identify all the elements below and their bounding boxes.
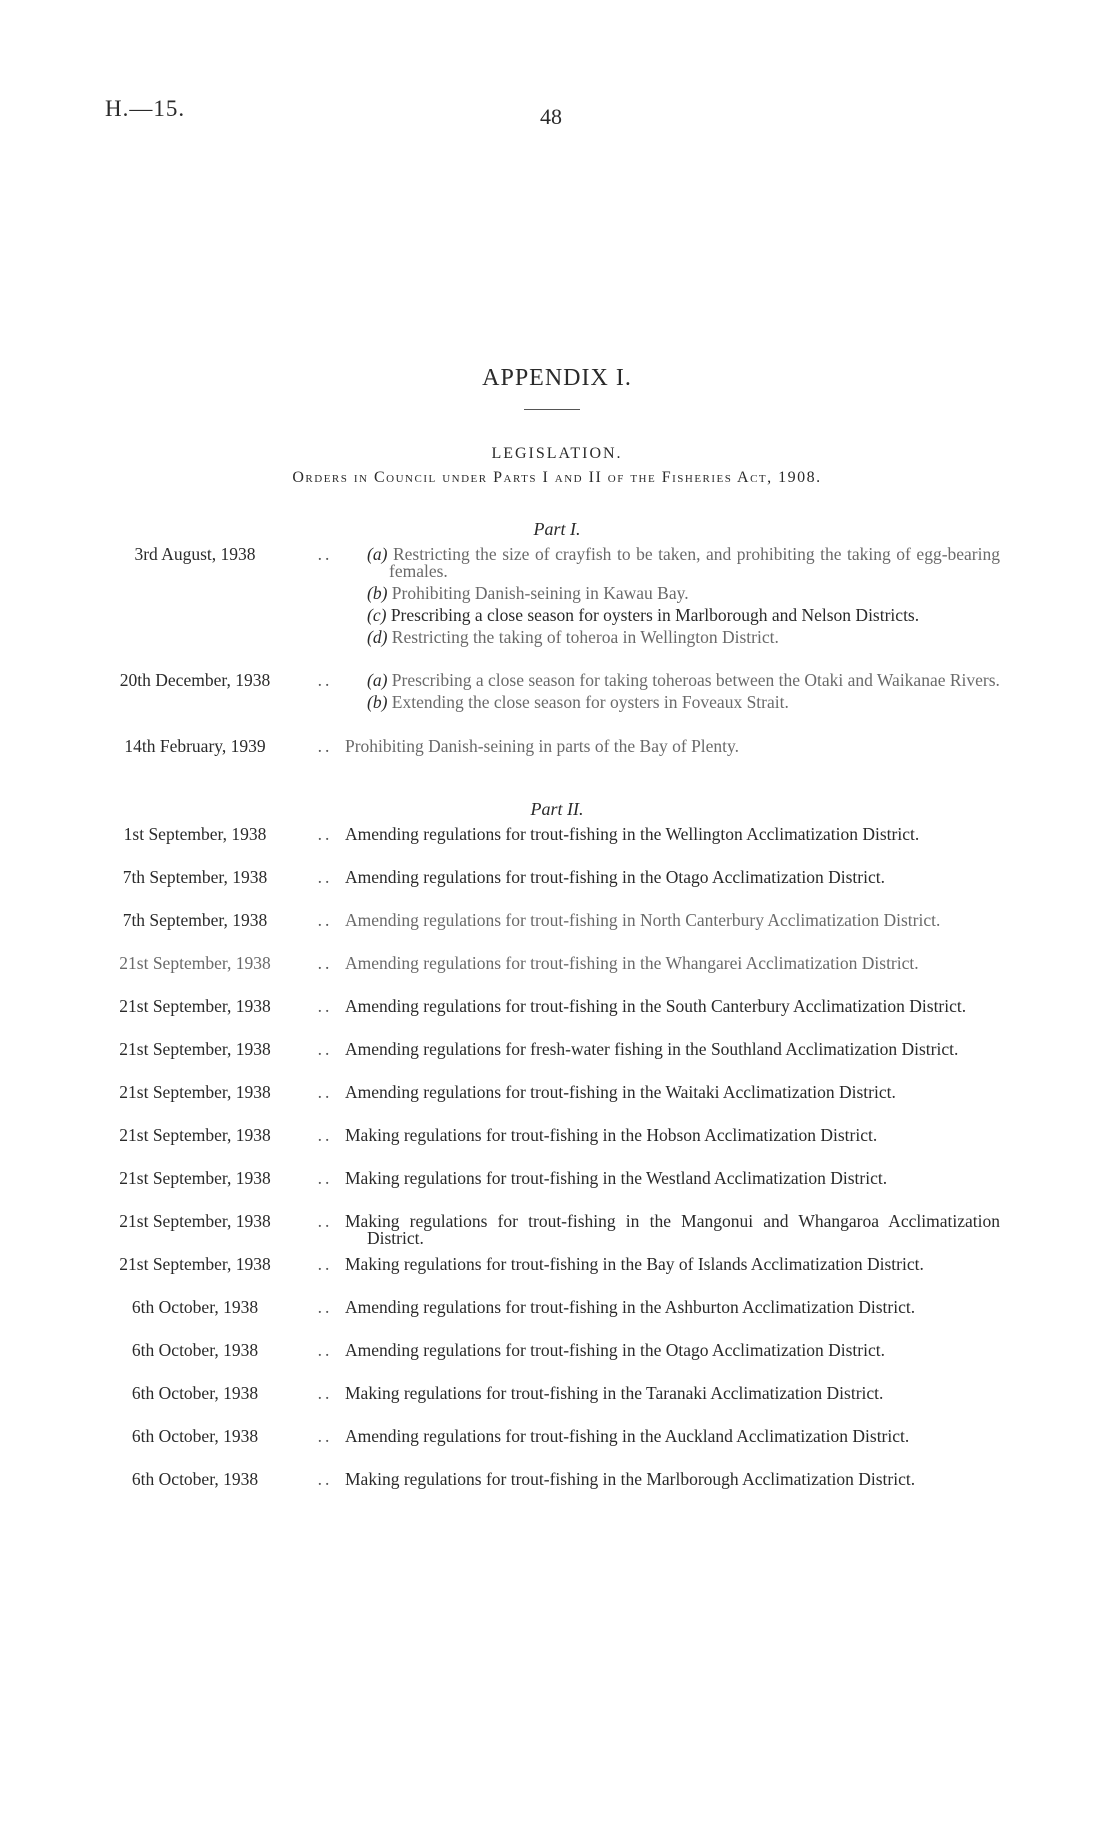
dot-leader: ..: [317, 824, 333, 844]
entry-subitems: [345, 672, 1000, 716]
part-2-entry: [85, 1213, 1000, 1247]
entry-date: 6th October, 1938: [131, 1297, 259, 1317]
part-2-entry: [85, 1256, 1000, 1273]
subitem-text: Prohibiting Danish-seining in Kawau Bay.: [391, 583, 689, 603]
dot-leader: ..: [317, 736, 333, 756]
entry-text: Amending regulations for trout-fishing in the South Canterbury Acclimatization District.: [345, 996, 967, 1016]
dot-leader: ..: [317, 1211, 333, 1231]
dot-leader: ..: [317, 996, 333, 1016]
entry-date: 1st September, 1938: [123, 824, 267, 844]
part-2-entry: [85, 1385, 1000, 1402]
dot-leader: ..: [317, 867, 333, 887]
part-2-entry: [85, 1170, 1000, 1187]
entry-date: 21st September, 1938: [119, 1211, 271, 1231]
dot-leader: ..: [317, 910, 333, 930]
entry-date: 7th September, 1938: [122, 910, 268, 930]
page-number: 48: [540, 104, 562, 129]
entry-date: 21st September, 1938: [119, 1082, 271, 1102]
entry-text: Making regulations for trout-fishing in the Marlborough Acclimatization District.: [345, 1469, 916, 1489]
entry-date: 6th October, 1938: [131, 1340, 259, 1360]
orders-heading: Orders in Council under Parts I and II of the Fisheries Act, 1908.: [292, 469, 822, 486]
entry-date: 7th September, 1938: [122, 867, 268, 887]
entry-date: 6th October, 1938: [131, 1383, 259, 1403]
entry-text: Amending regulations for trout-fishing in the Otago Acclimatization District.: [345, 1340, 885, 1360]
subitem-text: Extending the close season for oysters in Foveaux Strait.: [391, 692, 789, 712]
dot-leader: ..: [317, 1125, 333, 1145]
subitem-label: (d): [367, 627, 388, 647]
part-2-entry: [85, 826, 1000, 843]
part-2-entry: [85, 955, 1000, 972]
entry-date: 14th February, 1939: [124, 736, 266, 756]
entry-text: Making regulations for trout-fishing in the Bay of Islands Acclimatization District.: [345, 1254, 924, 1274]
part-2-entry: [85, 1428, 1000, 1445]
dot-leader: ..: [317, 1254, 333, 1274]
part-1-entry: [85, 672, 1000, 716]
entry-date: 6th October, 1938: [131, 1469, 259, 1489]
entry-text: Amending regulations for fresh-water fishing in the Southland Acclimatization District.: [345, 1039, 959, 1059]
entry-text: Amending regulations for trout-fishing in the Whangarei Acclimatization District.: [345, 953, 919, 973]
part-2-entry: [85, 1041, 1000, 1058]
entry-date: 21st September, 1938: [119, 1254, 271, 1274]
subitem: [345, 629, 1000, 646]
entry-date: 3rd August, 1938: [134, 544, 256, 564]
dot-leader: ..: [317, 1340, 333, 1360]
subitem-label: (b): [367, 583, 388, 603]
entry-date: 20th December, 1938: [119, 670, 271, 690]
entry-text: Prohibiting Danish-seining in parts of the Bay of Plenty.: [345, 736, 740, 756]
dot-leader: ..: [317, 544, 333, 564]
part-2-entry: [85, 998, 1000, 1015]
entry-date: 21st September, 1938: [119, 1039, 271, 1059]
entry-subitems: [345, 546, 1000, 651]
subitem-label: (a): [367, 544, 388, 564]
subitem-label: (a): [367, 670, 388, 690]
page-reference: H.—15.: [105, 96, 186, 121]
subitem: [345, 694, 1000, 711]
dot-leader: ..: [317, 1297, 333, 1317]
part-1-entry: [85, 546, 1000, 651]
entry-date: 6th October, 1938: [131, 1426, 259, 1446]
entry-text: Making regulations for trout-fishing in the Hobson Acclimatization District.: [345, 1125, 878, 1145]
subitem: [345, 546, 1000, 580]
subitem-text: Prescribing a close season for oysters in Marlborough and Nelson Districts.: [390, 605, 920, 625]
part-1-entry: [85, 738, 1000, 755]
entry-date: 21st September, 1938: [119, 996, 271, 1016]
part-2-heading: Part II.: [530, 799, 584, 819]
legislation-heading: LEGISLATION.: [491, 445, 623, 462]
subitem: [345, 672, 1000, 689]
part-2-entry: [85, 912, 1000, 929]
part-1-heading: Part I.: [533, 519, 581, 539]
entry-text: Making regulations for trout-fishing in the Taranaki Acclimatization District.: [345, 1383, 884, 1403]
part-2-entry: [85, 1127, 1000, 1144]
entry-date: 21st September, 1938: [119, 1125, 271, 1145]
entry-text: Amending regulations for trout-fishing in the Otago Acclimatization District.: [345, 867, 885, 887]
entry-text: Amending regulations for trout-fishing in North Canterbury Acclimatization District.: [345, 910, 941, 930]
part-2-entry: [85, 1084, 1000, 1101]
subitem-text: Restricting the size of crayfish to be taken, and prohibiting the taking of egg-bearing females.: [389, 544, 1000, 581]
subitem-text: Prescribing a close season for taking toheroas between the Otaki and Waikanae Rivers.: [391, 670, 1000, 690]
subitem-label: (b): [367, 692, 388, 712]
entry-text: Making regulations for trout-fishing in the Westland Acclimatization District.: [345, 1168, 888, 1188]
entry-text: Amending regulations for trout-fishing in the Waitaki Acclimatization District.: [345, 1082, 896, 1102]
dot-leader: ..: [317, 1082, 333, 1102]
entry-text: Amending regulations for trout-fishing in the Wellington Acclimatization District.: [345, 824, 920, 844]
entry-date: 21st September, 1938: [119, 1168, 271, 1188]
entry-text: Amending regulations for trout-fishing in the Ashburton Acclimatization District.: [345, 1297, 916, 1317]
appendix-title: APPENDIX I.: [482, 365, 632, 391]
part-2-entry: [85, 869, 1000, 886]
subitem-text: Restricting the taking of toheroa in Wellington District.: [391, 627, 779, 647]
entry-date: 21st September, 1938: [119, 953, 271, 973]
dot-leader: ..: [317, 1168, 333, 1188]
dot-leader: ..: [317, 1383, 333, 1403]
dot-leader: ..: [317, 1426, 333, 1446]
dot-leader: ..: [317, 953, 333, 973]
entry-text: Making regulations for trout-fishing in the Mangonui and Whangaroa Acclimatization District.: [345, 1211, 1000, 1248]
subitem-label: (c): [367, 605, 387, 625]
part-2-entry: [85, 1471, 1000, 1488]
part-2-entry: [85, 1299, 1000, 1316]
part-2-entry: [85, 1342, 1000, 1359]
subitem: [345, 585, 1000, 602]
subitem: [345, 607, 1000, 624]
dot-leader: ..: [317, 1469, 333, 1489]
dot-leader: ..: [317, 1039, 333, 1059]
dot-leader: ..: [317, 670, 333, 690]
entry-text: Amending regulations for trout-fishing in the Auckland Acclimatization District.: [345, 1426, 910, 1446]
title-rule: [524, 409, 580, 410]
